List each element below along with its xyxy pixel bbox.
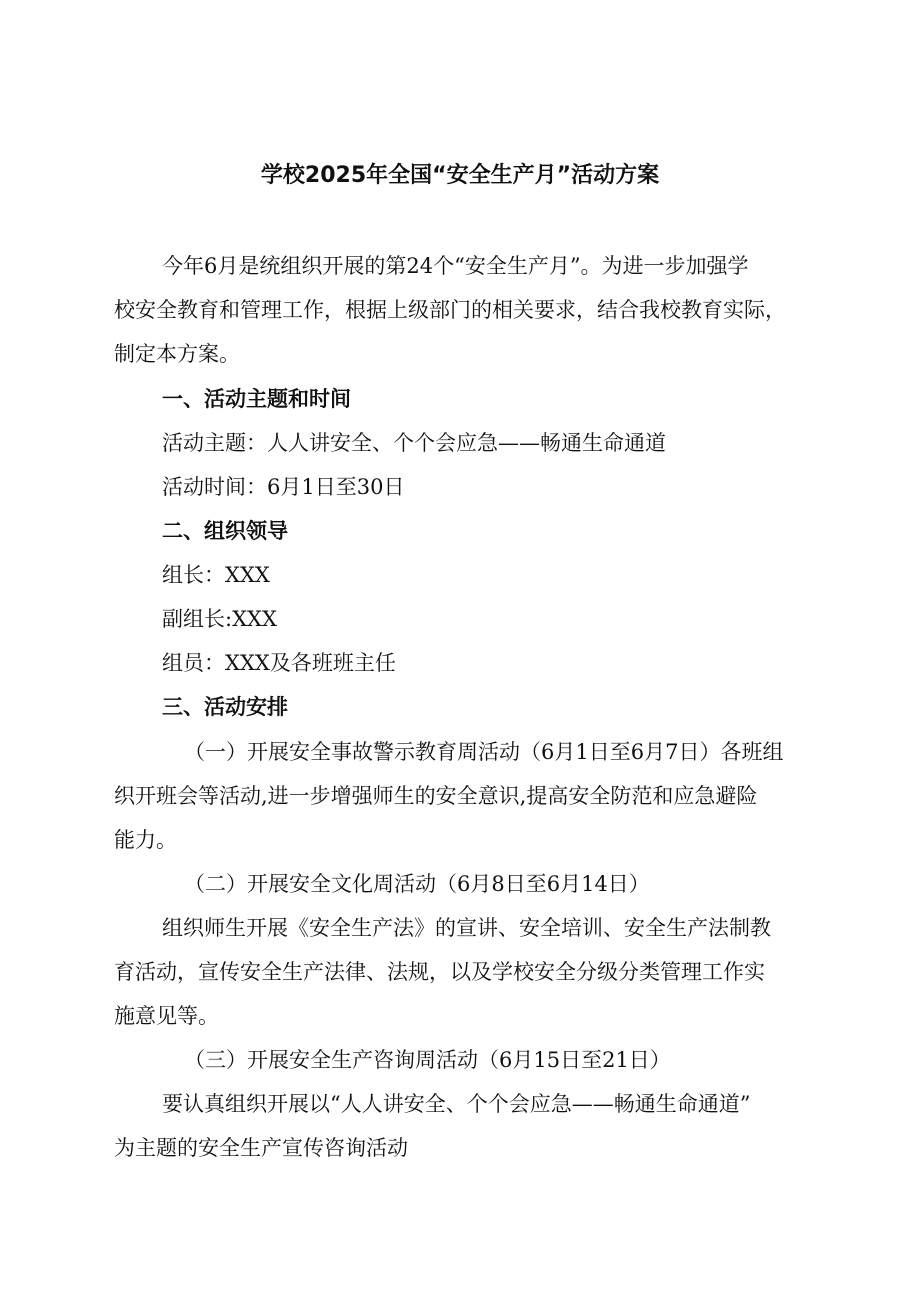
item-1-line-2: 织开班会等活动,进一步增强师生的安全意识,提高安全防范和应急避险 xyxy=(114,784,758,808)
section-1-heading: 一、活动主题和时间 xyxy=(162,387,351,411)
activity-time: 活动时间：6月1日至30日 xyxy=(162,475,405,499)
item-3-line-1: 要认真组织开展以“人人讲安全、个个会应急——畅通生命通道” xyxy=(162,1092,751,1116)
document-title: 学校2025年全国“安全生产月”活动方案 xyxy=(260,163,660,188)
section-3-heading: 三、活动安排 xyxy=(162,695,288,719)
section-2-heading: 二、组织领导 xyxy=(162,519,288,543)
team-leader: 组长：XXX xyxy=(162,563,270,587)
intro-line-3: 制定本方案。 xyxy=(114,342,240,366)
intro-line-1: 今年6月是统组织开展的第24个“安全生产月”。为进一步加强学 xyxy=(162,254,749,278)
item-2-heading: （二）开展安全文化周活动（6月8日至6月14日） xyxy=(184,872,650,896)
item-1-line-1: （一）开展安全事故警示教育周活动（6月1日至6月7日）各班组 xyxy=(184,740,784,764)
item-2-line-2: 育活动，宣传安全生产法律、法规，以及学校安全分级分类管理工作实 xyxy=(114,960,765,984)
activity-theme: 活动主题：人人讲安全、个个会应急——畅通生命通道 xyxy=(162,431,666,455)
item-1-line-3: 能力。 xyxy=(114,828,177,852)
deputy-leader: 副组长:XXX xyxy=(162,607,277,631)
intro-line-2: 校安全教育和管理工作，根据上级部门的相关要求，结合我校教育实际， xyxy=(114,298,786,322)
item-3-heading: （三）开展安全生产咨询周活动（6月15日至21日） xyxy=(184,1048,671,1072)
item-2-line-1: 组织师生开展《安全生产法》的宣讲、安全培训、安全生产法制教 xyxy=(162,916,771,940)
team-members: 组员：XXX及各班班主任 xyxy=(162,651,396,675)
item-2-line-3: 施意见等。 xyxy=(114,1004,219,1028)
item-3-line-2: 为主题的安全生产宣传咨询活动 xyxy=(114,1136,408,1160)
